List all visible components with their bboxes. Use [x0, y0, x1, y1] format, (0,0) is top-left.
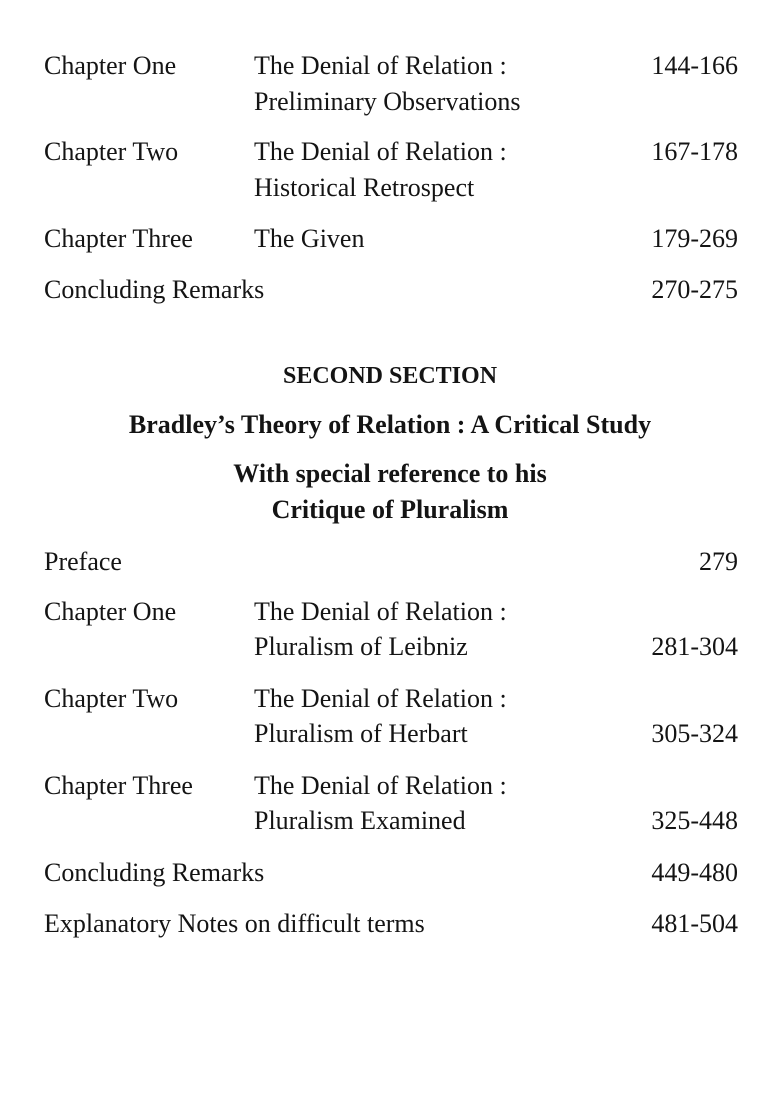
toc-entry-subtitle: Pluralism of Herbart [254, 719, 468, 748]
toc-entry-pages: 305-324 [651, 719, 738, 748]
toc-entry-title: The Denial of Relation : [254, 51, 507, 80]
toc-entry-pages: 167-178 [651, 137, 738, 166]
section-title: Bradley’s Theory of Relation : A Critical Study [128, 410, 652, 439]
toc-entry-label: Chapter Three [44, 224, 193, 253]
toc-entry-label: Preface [44, 547, 122, 576]
toc-entry-pages: 270-275 [651, 275, 738, 304]
section-subtitle-line: With special reference to his [233, 459, 547, 488]
toc-entry-subtitle: Preliminary Observations [254, 87, 521, 116]
toc-entry-title: The Denial of Relation : [254, 684, 507, 713]
toc-entry-subtitle: Historical Retrospect [254, 173, 475, 202]
toc-entry-title: The Denial of Relation : [254, 771, 507, 800]
toc-entry-pages: 325-448 [651, 806, 738, 835]
toc-entry-pages: 144-166 [651, 51, 738, 80]
toc-entry-label: Chapter One [44, 51, 177, 80]
section-subtitle-line: Critique of Pluralism [271, 495, 509, 524]
toc-entry-label: Concluding Remarks [44, 275, 265, 304]
toc-entry-pages: 281-304 [651, 632, 738, 661]
toc-entry-label: Chapter One [44, 597, 177, 626]
toc-entry-pages: 449-480 [651, 858, 738, 887]
toc-entry-title: The Given [254, 224, 365, 253]
toc-entry-pages: 279 [699, 547, 738, 576]
toc-entry-label: Explanatory Notes on difficult terms [44, 909, 425, 938]
toc-entry-label: Chapter Three [44, 771, 193, 800]
toc-entry-title: The Denial of Relation : [254, 137, 507, 166]
toc-entry-pages: 179-269 [651, 224, 738, 253]
toc-entry-subtitle: Pluralism of Leibniz [254, 632, 468, 661]
toc-entry-title: The Denial of Relation : [254, 597, 507, 626]
section-heading: SECOND SECTION [282, 363, 498, 389]
toc-entry-label: Concluding Remarks [44, 858, 265, 887]
toc-entry-label: Chapter Two [44, 684, 179, 713]
toc-entry-subtitle: Pluralism Examined [254, 806, 466, 835]
toc-entry-pages: 481-504 [651, 909, 738, 938]
toc-entry-label: Chapter Two [44, 137, 179, 166]
